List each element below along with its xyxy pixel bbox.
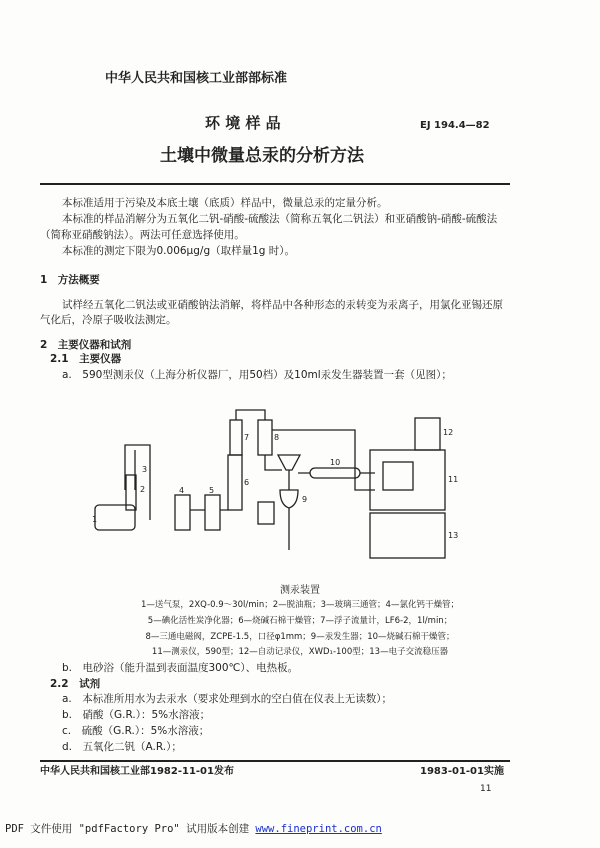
label: 13	[448, 531, 459, 540]
mercury-analyzer-11	[370, 450, 445, 510]
page-number: 11	[480, 784, 492, 794]
label: 1	[92, 515, 98, 524]
section-1-text: 气化后，冷原子吸收法测定。	[40, 314, 177, 326]
drying-tube-4	[175, 495, 190, 530]
section-2-1-heading: 2.1 主要仪器	[50, 353, 122, 365]
section-1-text: 试样经五氧化二钒法或亚硝酸钠法消解，将样品中各种形态的汞转变为汞离子，用氯化亚锡还原	[62, 299, 503, 311]
standard-code: EJ 194.4—82	[420, 120, 490, 131]
drying-tube-6	[228, 455, 242, 510]
mercury-generator-9	[278, 455, 300, 550]
header-rule	[40, 183, 510, 185]
reagent-item: d. 五氧化二钒（A.R.）；	[62, 741, 182, 753]
footer-rule	[40, 760, 510, 762]
label: 6	[244, 478, 250, 487]
section-1-heading: 1 方法概要	[40, 274, 100, 286]
figure-legend: 1—送气泵，2XQ-0.9～30l/min；2—脱油瓶；3—玻璃三通管；4—氯化钙干燥管；	[141, 600, 459, 610]
beaker	[258, 502, 274, 524]
air-pump	[95, 505, 135, 530]
watermark-text: PDF 文件使用 "pdfFactory Pro" 试用版本创建	[5, 823, 256, 835]
reagent-item: b. 硝酸（G.R.）：5%水溶液；	[62, 709, 211, 721]
label: 2	[140, 485, 146, 494]
title-line1: 环 境 样 品	[205, 114, 281, 132]
meter-dial	[383, 462, 413, 490]
flowmeter-7	[230, 420, 242, 455]
purifier-5	[205, 495, 220, 530]
label: 11	[448, 475, 459, 484]
section-2-heading: 2 主要仪器和试剂	[40, 339, 132, 351]
air-tube	[125, 445, 150, 520]
reagent-item: c. 硫酸（G.R.）：5%水溶液；	[62, 725, 210, 737]
intro-line: 本标准的样品消解分为五氧化二钒-硝酸-硫酸法（简称五氧化二钒法）和亚硝酸钠-硝酸-硫酸法	[62, 213, 498, 225]
label: 8	[274, 433, 280, 442]
label: 3	[142, 465, 148, 474]
label: 7	[244, 433, 250, 442]
label: 4	[179, 486, 185, 495]
intro-line: 本标准适用于污染及本底土壤（底质）样品中，微量总汞的定量分析。	[62, 197, 388, 209]
watermark-link[interactable]: www.fineprint.com.cn	[255, 823, 382, 835]
title-line2: 土壤中微量总汞的分析方法	[160, 146, 364, 166]
label: 5	[209, 486, 215, 495]
pdf-watermark	[5, 822, 382, 836]
effective-date: 1983-01-01实施	[420, 766, 504, 777]
apparatus-diagram	[80, 390, 480, 575]
section-2-2-heading: 2.2 试剂	[50, 678, 101, 690]
issuing-org: 中华人民共和国核工业部部标准	[105, 71, 288, 86]
intro-line: （简称亚硝酸钠法）。两法可任意选择使用。	[40, 229, 245, 241]
figure-legend: 11—测汞仪，590型；12—自动记录仪，XWD₁-100型；13—电子交流稳压器	[151, 647, 449, 657]
voltage-stabilizer-13	[370, 513, 445, 558]
intro-line: 本标准的测定下限为0.006μg/g（取样量1g 时）。	[62, 245, 296, 257]
figure-legend: 5—碘化活性炭净化器；6—烧碱石棉干燥管；7—浮子流量计，LF6-2，1l/min；	[147, 616, 453, 626]
reagent-item: a. 本标准所用水为去汞水（要求处理到水的空白值在仪表上无读数）；	[62, 693, 393, 705]
item-a: a. 590型测汞仪（上海分析仪器厂，用50档）及10ml汞发生器装置一套（见图）；	[62, 369, 452, 381]
issue-date: 中华人民共和国核工业部1982-11-01发布	[40, 766, 234, 777]
label: 10	[330, 458, 341, 467]
recorder-12	[415, 418, 440, 450]
drying-tube-10	[310, 468, 360, 478]
solenoid-valve-8	[258, 420, 272, 455]
item-b: b. 电砂浴（能升温到表面温度300℃）、电热板。	[62, 662, 299, 674]
label: 9	[302, 495, 308, 504]
figure-caption: 测汞装置	[280, 585, 320, 596]
figure-legend: 8—三通电磁阀，ZCPE-1.5，口径φ1mm；9—汞发生器；10—烧碱石棉干燥管；	[145, 632, 455, 642]
label: 12	[443, 428, 454, 437]
